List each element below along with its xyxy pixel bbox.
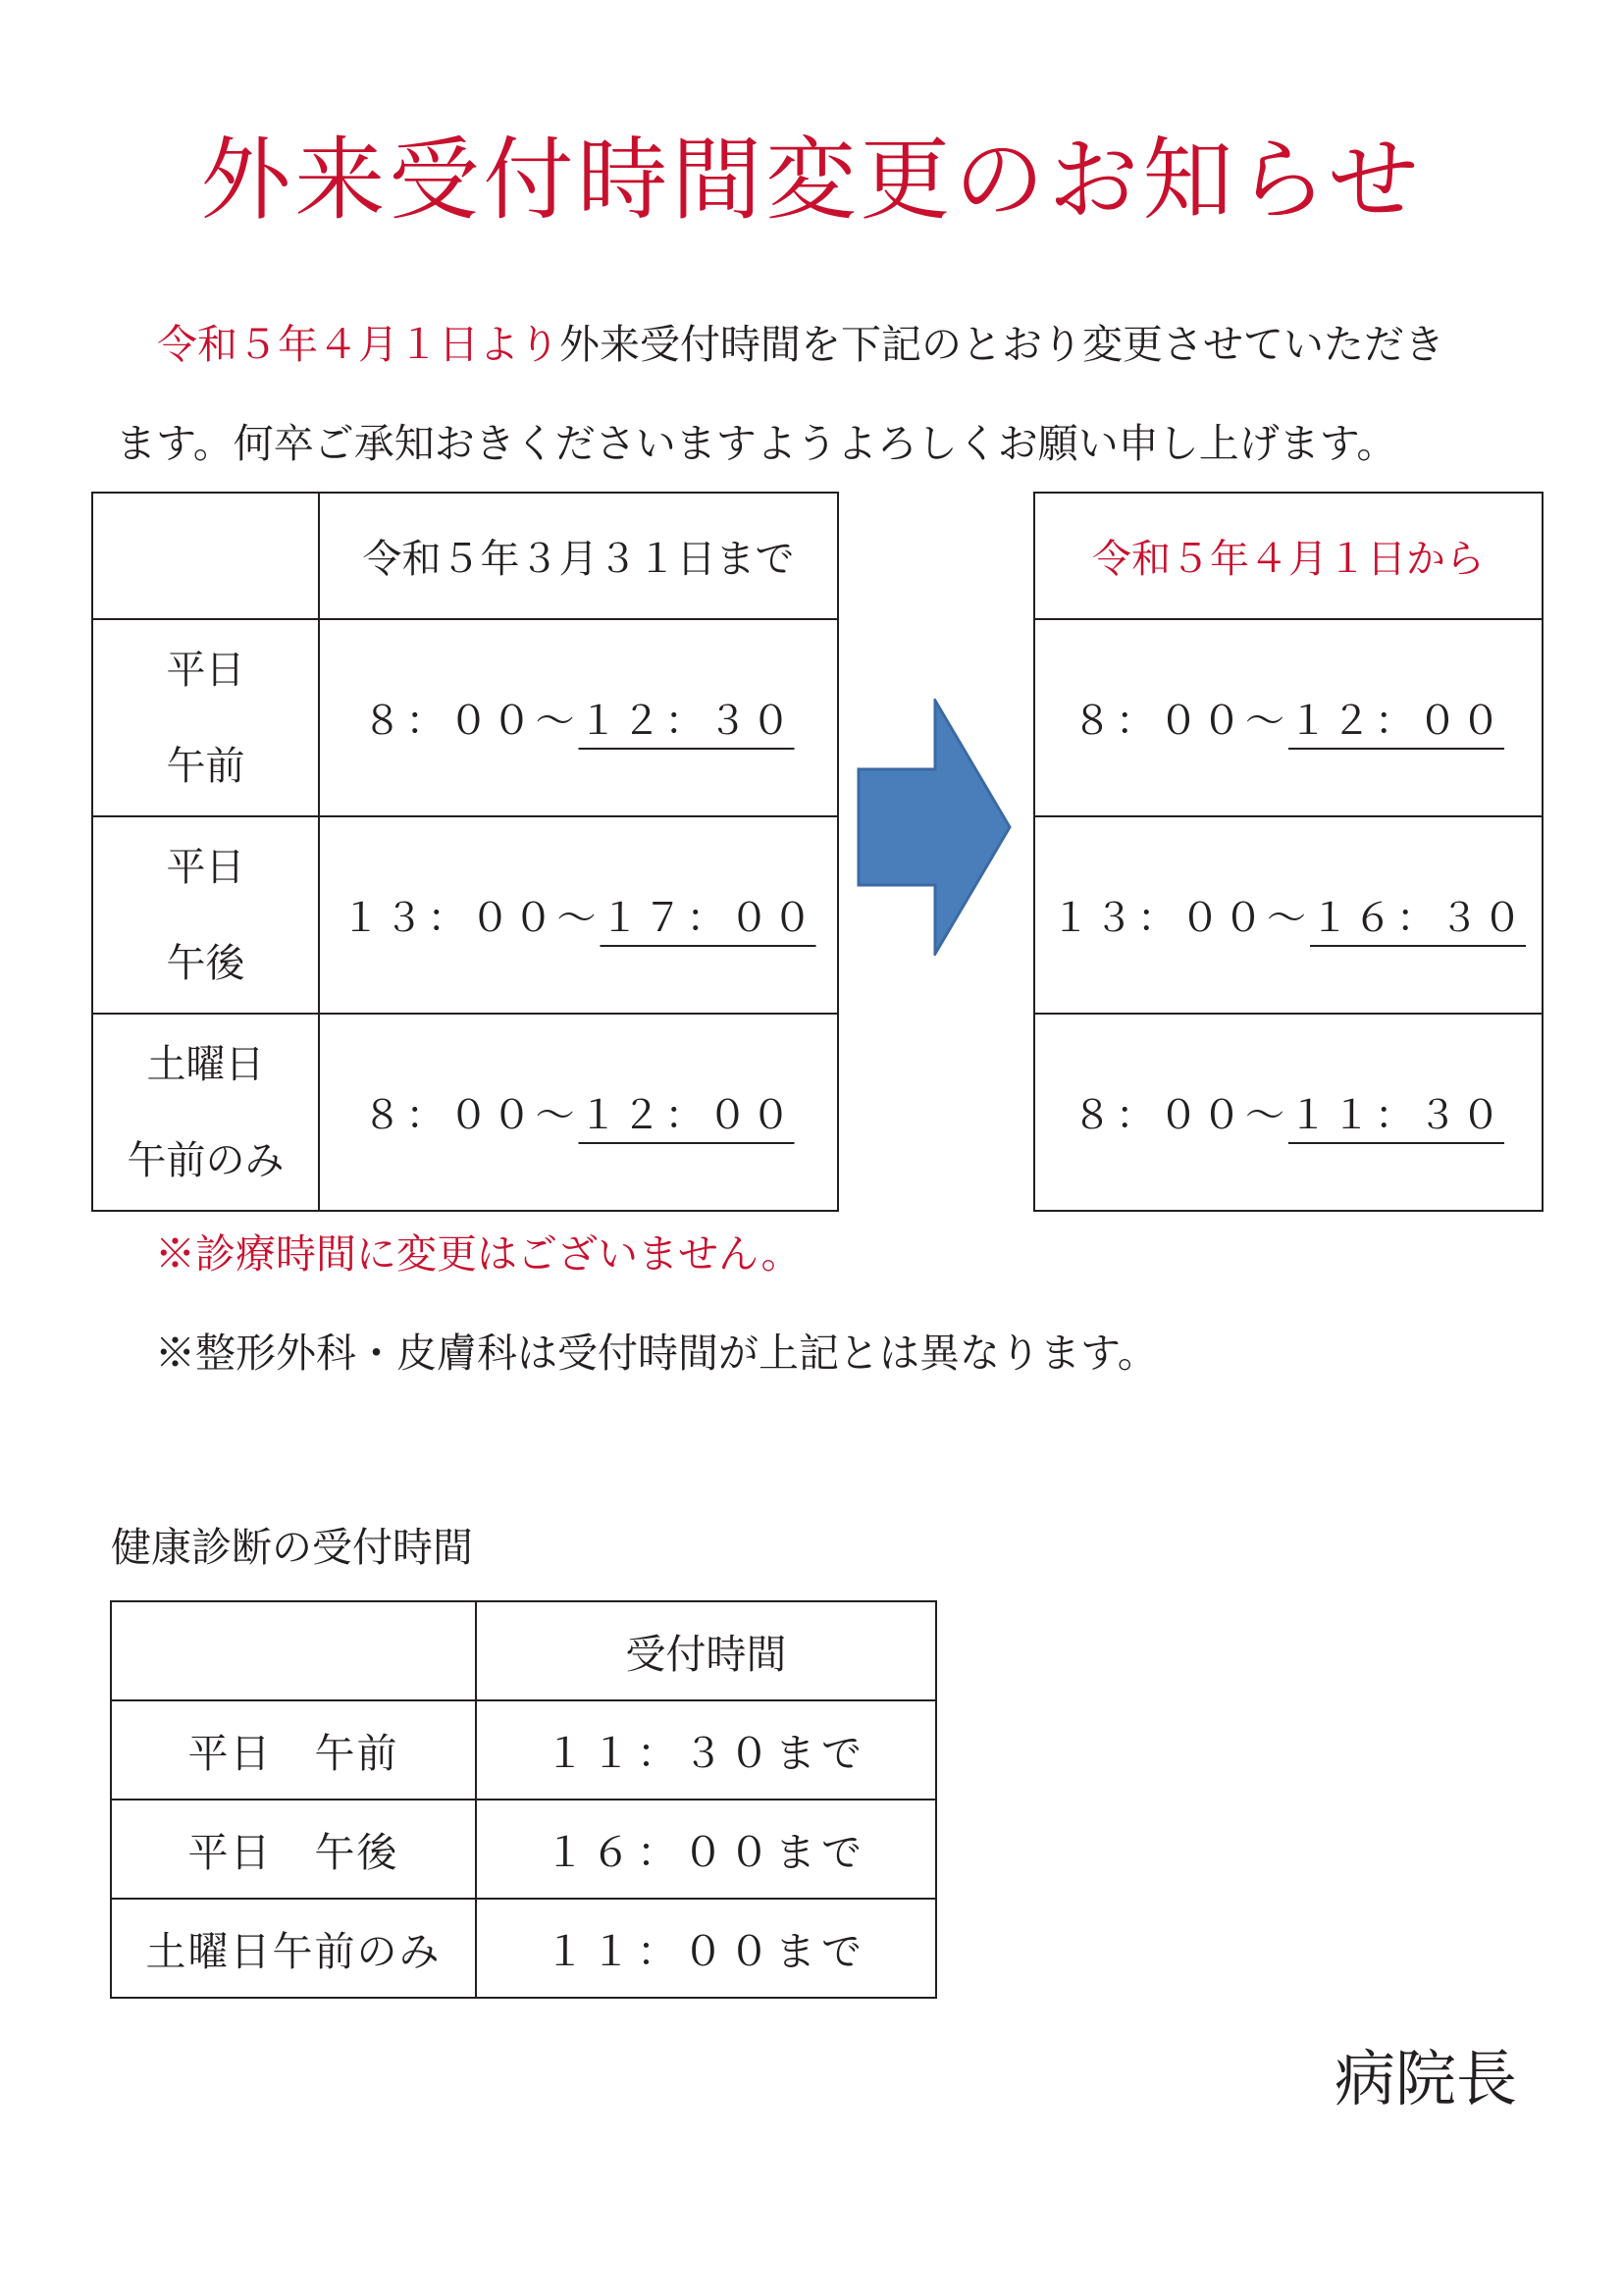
time-end: １２：３０ [578,699,795,744]
new-time-cell [1034,619,1543,816]
time-start: １３：００～ [340,896,601,941]
checkup-row-time: １１：３０まで [476,1700,936,1800]
new-schedule-row-weekday-pm [1034,816,1543,1014]
old-time-cell [319,1014,838,1211]
checkup-row-time: １１：００まで [476,1899,936,1998]
old-schedule-header-row [92,493,838,619]
row-label-bottom: 午前 [166,743,245,789]
old-schedule-corner-cell [92,493,319,619]
time-start: ８：００～ [362,699,579,744]
intro-line-1-text: 外来受付時間を下記のとおり変更させていただき [559,321,1444,368]
checkup-row-label: 平日 午後 [111,1800,476,1899]
intro-line-1 [157,321,1444,368]
time-start: ８：００～ [362,1093,579,1138]
time-start: ８：００～ [1073,1093,1288,1138]
row-label [92,1014,319,1211]
checkup-row [111,1899,936,1998]
checkup-table [110,1600,937,1999]
right-arrow-icon [857,699,1014,956]
new-schedule-header: 令和５年４月１日から [1034,493,1543,619]
row-label-bottom: 午前のみ [127,1137,285,1183]
new-schedule-row-weekday-am [1034,619,1543,816]
new-schedule-header-row [1034,493,1543,619]
checkup-row-label: 平日 午前 [111,1700,476,1800]
page-title: 外来受付時間変更のお知らせ [200,128,1423,233]
checkup-header-row [111,1601,936,1700]
time-start: ８：００～ [1073,699,1288,744]
row-label-top: 土曜日 [146,1041,265,1087]
checkup-corner-cell [111,1601,476,1700]
row-label [92,619,319,816]
time-start: １３：００～ [1051,896,1310,941]
new-time-cell [1034,816,1543,1014]
row-label-bottom: 午後 [166,940,245,986]
new-time-cell [1034,1014,1543,1211]
intro-line-2: ます。何卒ご承知おきくださいますようよろしくお願い申し上げます。 [116,420,1397,467]
new-schedule-table [1033,492,1544,1212]
note-no-change: ※診療時間に変更はございません。 [155,1230,802,1278]
old-schedule-row-weekday-pm [92,816,838,1014]
time-end: １２：００ [578,1093,795,1138]
time-end: １６：３０ [1310,896,1526,941]
time-end: １１：３０ [1288,1093,1504,1138]
effective-date-highlight: 令和５年４月１日より [157,321,559,368]
checkup-row [111,1700,936,1800]
checkup-section-title: 健康診断の受付時間 [111,1524,473,1571]
old-schedule-row-saturday [92,1014,838,1211]
time-end: １２：００ [1288,699,1504,744]
row-label-top: 平日 [166,844,245,890]
row-label [92,816,319,1014]
old-time-cell [319,816,838,1014]
old-schedule-row-weekday-am [92,619,838,816]
old-schedule-table [91,492,839,1212]
row-label-top: 平日 [166,647,245,693]
time-end: １７：００ [600,896,816,941]
checkup-row-time: １６：００まで [476,1800,936,1899]
old-time-cell [319,619,838,816]
checkup-row-label: 土曜日午前のみ [111,1899,476,1998]
checkup-row [111,1800,936,1899]
old-schedule-header: 令和５年３月３１日まで [319,493,838,619]
new-schedule-row-saturday [1034,1014,1543,1211]
checkup-header: 受付時間 [476,1601,936,1700]
signature-hospital-director: 病院長 [1335,2043,1518,2114]
note-exception: ※整形外科・皮膚科は受付時間が上記とは異なります。 [155,1330,1158,1377]
